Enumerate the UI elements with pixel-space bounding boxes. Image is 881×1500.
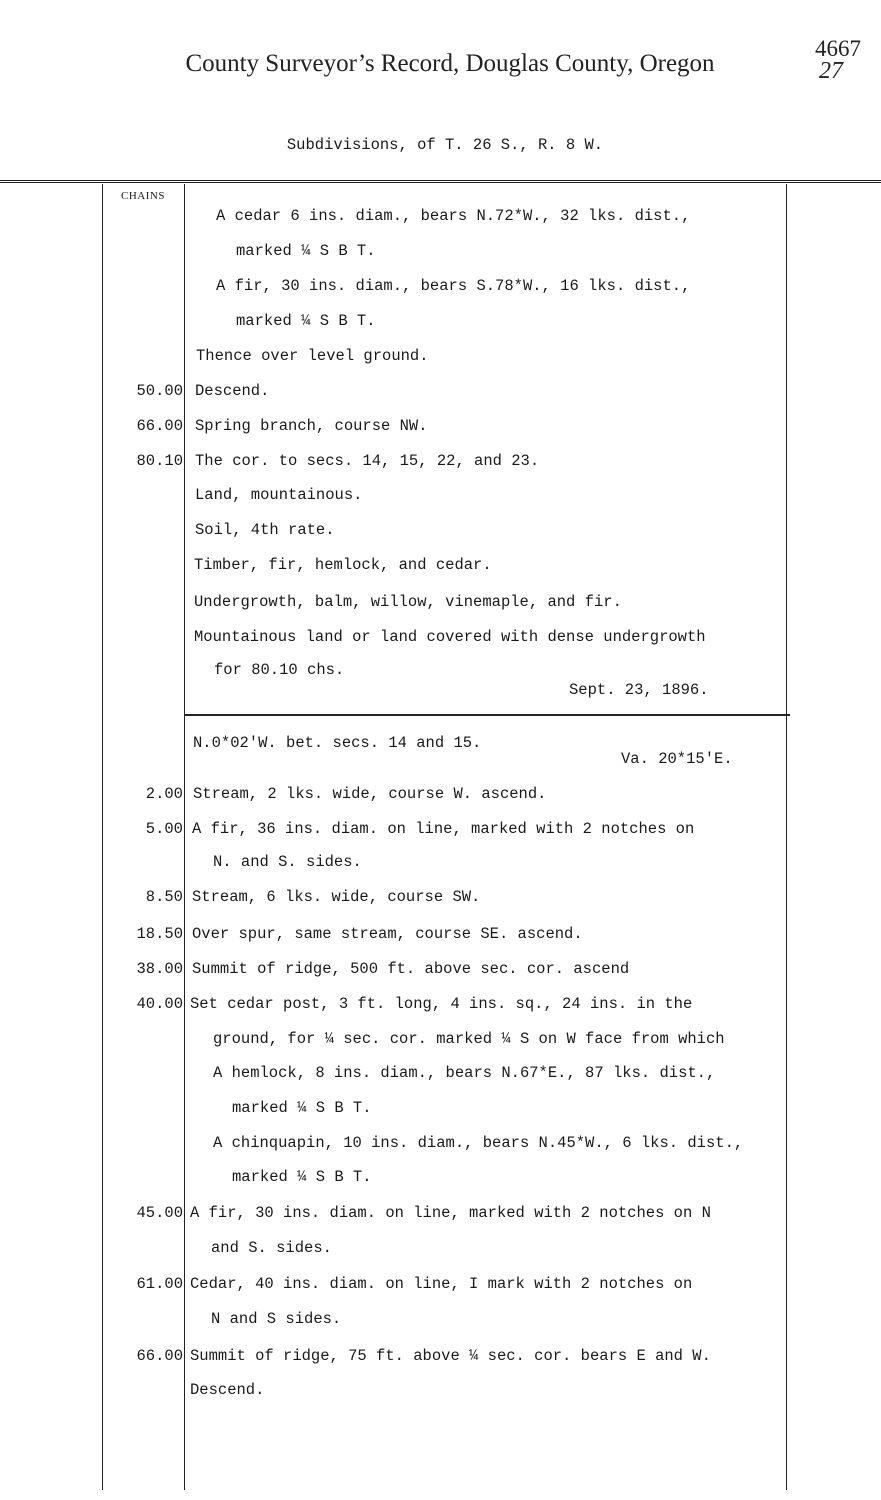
record-line: Set cedar post, 3 ft. long, 4 ins. sq., 24 ins. in the [190, 995, 693, 1013]
record-line: Land, mountainous. [195, 486, 363, 504]
variation-note: Va. 20*15'E. [621, 750, 733, 768]
chain-value: 18.50 [136, 925, 183, 943]
record-line: and S. sides. [211, 1239, 332, 1257]
chain-value: 50.00 [136, 382, 183, 400]
record-line: Cedar, 40 ins. diam. on line, I mark with 2 notches on [190, 1275, 693, 1293]
record-line: Over spur, same stream, course SE. ascend. [192, 925, 583, 943]
record-line: Descend. [195, 382, 270, 400]
right-border [786, 184, 787, 1490]
record-line: A fir, 36 ins. diam. on line, marked with 2 notches on [192, 820, 695, 838]
record-line: marked ¼ S B T. [236, 312, 376, 330]
record-line: A hemlock, 8 ins. diam., bears N.67*E., 87 lks. dist., [213, 1064, 716, 1082]
record-line: Summit of ridge, 75 ft. above ¼ sec. cor. bears E and W. [190, 1347, 711, 1365]
chain-value: 8.50 [145, 888, 183, 906]
chain-value: 66.00 [136, 1347, 183, 1365]
record-line: Undergrowth, balm, willow, vinemaple, and fir. [194, 593, 622, 611]
page-number [815, 38, 861, 82]
chains-column-divider [184, 184, 185, 1490]
record-line: Soil, 4th rate. [195, 521, 335, 539]
record-line: N and S sides. [211, 1310, 342, 1328]
record-line: A fir, 30 ins. diam. on line, marked with 2 notches on N [190, 1204, 711, 1222]
record-line: Stream, 6 lks. wide, course SW. [192, 888, 481, 906]
record-line: ground, for ¼ sec. cor. marked ¼ S on W face from which [213, 1030, 725, 1048]
record-line: N. and S. sides. [213, 853, 362, 871]
subtitle: Subdivisions, of T. 26 S., R. 8 W. [286, 136, 604, 154]
record-line: marked ¼ S B T. [232, 1099, 372, 1117]
section-separator [184, 714, 790, 716]
record-line: N.0*02'W. bet. secs. 14 and 15. [193, 734, 482, 752]
record-line: Spring branch, course NW. [195, 417, 428, 435]
chain-value: 45.00 [136, 1204, 183, 1222]
chain-value: 40.00 [136, 995, 183, 1013]
chain-value: 38.00 [136, 960, 183, 978]
record-line: The cor. to secs. 14, 15, 22, and 23. [195, 452, 540, 470]
record-line: Stream, 2 lks. wide, course W. ascend. [193, 785, 547, 803]
record-line: Thence over level ground. [196, 347, 429, 365]
record-line: Timber, fir, hemlock, and cedar. [194, 556, 492, 574]
chain-value: 66.00 [136, 417, 183, 435]
record-line: Summit of ridge, 500 ft. above sec. cor. ascend [192, 960, 630, 978]
page-number-handwritten: 27 [819, 58, 843, 84]
chain-value: 5.00 [145, 820, 183, 838]
record-line: A cedar 6 ins. diam., bears N.72*W., 32 lks. dist., [216, 207, 691, 225]
chain-value: 2.00 [145, 785, 183, 803]
top-rule [0, 180, 881, 183]
record-line: A chinquapin, 10 ins. diam., bears N.45*W., 6 lks. dist., [213, 1134, 744, 1152]
record-date: Sept. 23, 1896. [569, 681, 709, 699]
record-line: marked ¼ S B T. [232, 1168, 372, 1186]
chain-value: 61.00 [136, 1275, 183, 1293]
chains-header: CHAINS [121, 190, 165, 202]
page-title: County Surveyor’s Record, Douglas County, Oregon [185, 50, 715, 77]
page-number-printed: 4667 [815, 36, 861, 61]
chain-value: 80.10 [136, 452, 183, 470]
record-line: for 80.10 chs. [214, 661, 345, 679]
record-line: Mountainous land or land covered with dense undergrowth [194, 628, 706, 646]
record-line: Descend. [190, 1381, 265, 1399]
record-line: A fir, 30 ins. diam., bears S.78*W., 16 lks. dist., [216, 277, 691, 295]
record-line: marked ¼ S B T. [236, 242, 376, 260]
